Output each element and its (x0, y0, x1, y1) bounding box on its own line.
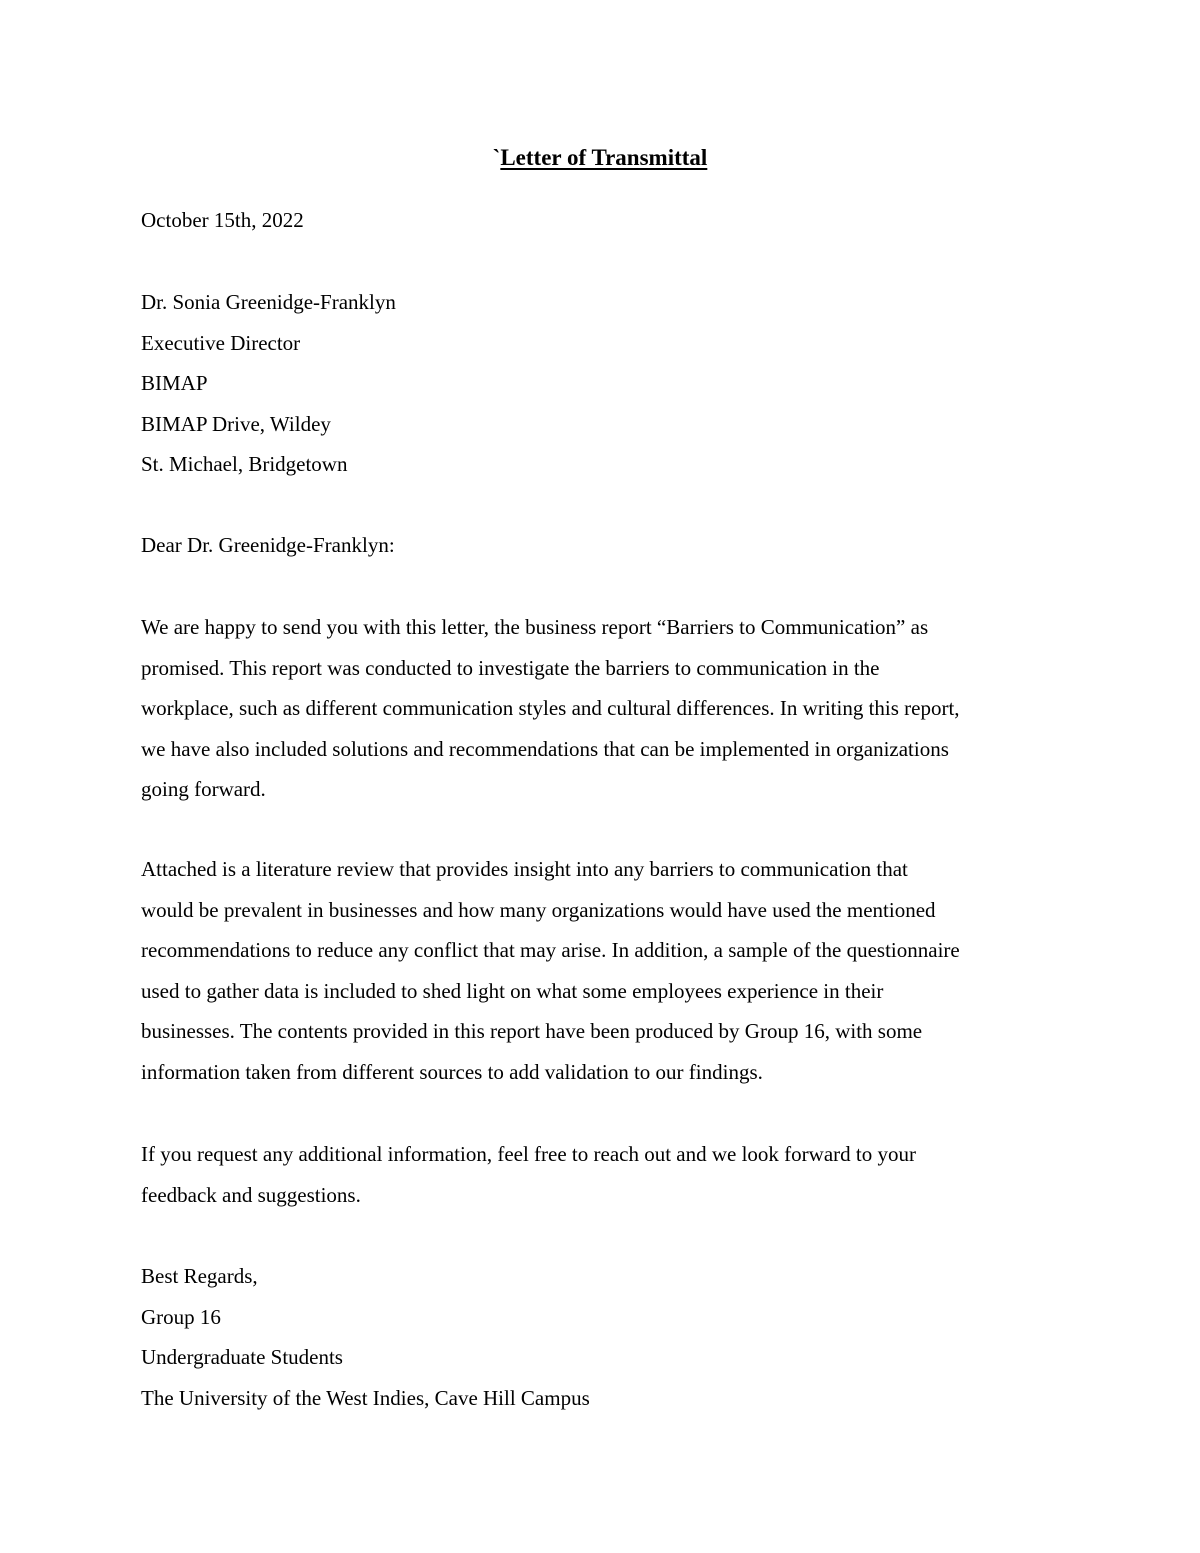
paragraph-line: We are happy to send you with this letter, the business report “Barriers to Communication” as (141, 615, 929, 639)
paragraph-line: would be prevalent in businesses and how many organizations would have used the mentioned (141, 897, 936, 922)
paragraph-line: workplace, such as different communication styles and cultural differences. In writing this report, (141, 696, 960, 720)
paragraph-line: recommendations to reduce any conflict that may arise. In addition, a sample of the questionnaire (141, 938, 960, 962)
paragraph-line: feedback and suggestions. (141, 1182, 361, 1207)
paragraph-line: we have also included solutions and recommendations that can be implemented in organizations (141, 736, 949, 761)
recipient-name: Dr. Sonia Greenidge-Franklyn (141, 290, 396, 314)
recipient-title: Executive Director (141, 330, 301, 355)
date-line: October 15th, 2022 (141, 208, 304, 232)
salutation-line: Dear Dr. Greenidge-Franklyn: (141, 533, 395, 557)
paragraph-line: businesses. The contents provided in this report have been produced by Group 16, with some (141, 1019, 923, 1043)
closing-regards: Best Regards, (141, 1264, 258, 1288)
document-title (0, 143, 1200, 173)
paragraph-line: going forward. (141, 777, 266, 801)
paragraph-line: information taken from different sources to add validation to our findings. (141, 1059, 763, 1084)
salutation (141, 525, 1076, 566)
title-text: Letter of Transmittal (500, 145, 708, 170)
paragraph-2 (141, 849, 1076, 1092)
recipient-address (141, 282, 1076, 485)
closing-signature (141, 1256, 1076, 1418)
paragraph-3 (141, 1134, 1076, 1215)
recipient-city: St. Michael, Bridgetown (141, 452, 348, 476)
letter-date (141, 200, 1076, 241)
recipient-street: BIMAP Drive, Wildey (141, 411, 331, 436)
recipient-organization: BIMAP (141, 371, 208, 395)
paragraph-1 (141, 607, 1076, 810)
closing-role: Undergraduate Students (141, 1345, 343, 1369)
title-prefix: ` (492, 145, 501, 170)
paragraph-line: promised. This report was conducted to investigate the barriers to communication in the (141, 655, 880, 680)
paragraph-line: used to gather data is included to shed light on what some employees experience in their (141, 978, 884, 1003)
closing-group: Group 16 (141, 1304, 221, 1329)
paragraph-line: Attached is a literature review that provides insight into any barriers to communication that (141, 857, 908, 881)
paragraph-line: If you request any additional information, feel free to reach out and we look forward to your (141, 1142, 916, 1166)
closing-institution: The University of the West Indies, Cave Hill Campus (141, 1385, 590, 1410)
